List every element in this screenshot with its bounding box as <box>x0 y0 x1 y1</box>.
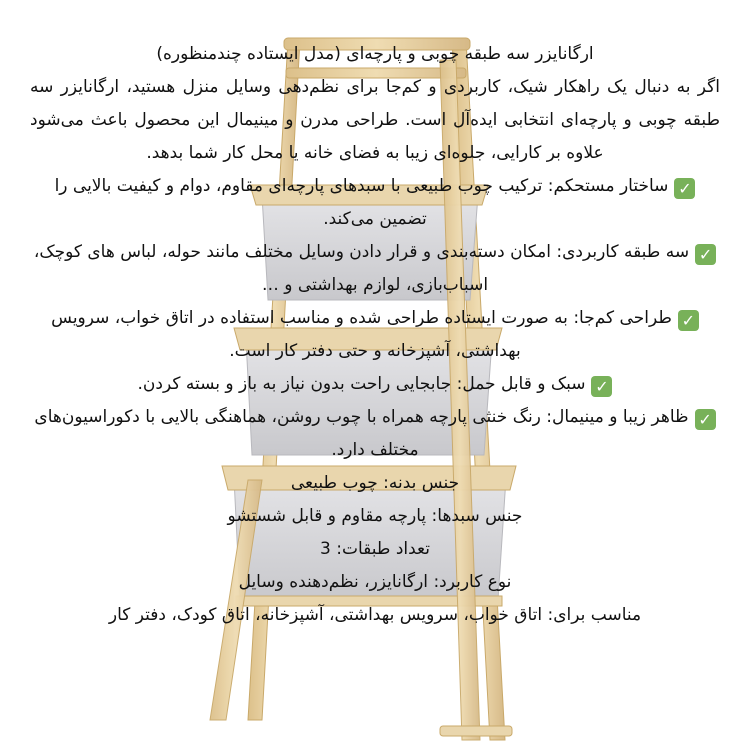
feature-item: ✓طراحی کم‌جا: به صورت ایستاده طراحی شده و مناسب استفاده در اتاق خواب، سرویس بهداشتی، آشپزخانه و حتی دفتر کار است. <box>30 302 720 368</box>
spec-suitable-for: مناسب برای: اتاق خواب، سرویس بهداشتی، آشپزخانه، اتاق کودک، دفتر کار <box>108 605 642 625</box>
check-mark-button-icon: ✓ <box>695 244 716 265</box>
check-mark-button-icon: ✓ <box>695 409 716 430</box>
spec-usage: نوع کاربرد: ارگانایزر، نظم‌دهنده وسایل <box>238 572 512 592</box>
feature-item: ✓سبک و قابل حمل: جابجایی راحت بدون نیاز به باز و بسته کردن. <box>30 368 720 401</box>
base-bar <box>440 726 512 736</box>
feature-item: ✓سه طبقه کاربردی: امکان دسته‌بندی و قرار دادن وسایل مختلف مانند حوله، لباس های کوچک، اسباب‌بازی، لوازم بهداشتی و … <box>30 236 720 302</box>
spec-bins: جنس سبدها: پارچه مقاوم و قابل شستشو <box>227 506 523 526</box>
check-mark-button-icon: ✓ <box>591 376 612 397</box>
check-mark-button-icon: ✓ <box>674 178 695 199</box>
spec-tiers: تعداد طبقات: 3 <box>320 539 430 559</box>
spec-material: جنس بدنه: چوب طبیعی <box>290 473 460 493</box>
product-intro: اگر به دنبال یک راهکار شیک، کاربردی و کم‌جا برای نظم‌دهی وسایل منزل هستید، ارگانایزر سه طبقه چوبی و پارچه‌ای انتخابی ایده‌آل است. طراحی مدرن و مینیمال این محصول باعث می‌شود علاوه بر کارایی، جلوه‌ای زیبا به فضای خانه یا محل کار شما بدهد. <box>30 77 720 163</box>
product-title: ارگانایزر سه طبقه چوبی و پارچه‌ای (مدل ایستاده چندمنظوره) <box>156 44 594 64</box>
feature-item: ✓ظاهر زیبا و مینیمال: رنگ خنثی پارچه همراه با چوب روشن، هماهنگی بالایی با دکوراسیون‌های مختلف دارد. <box>30 401 720 467</box>
feature-item: ✓ساختار مستحکم: ترکیب چوب طبیعی با سبدهای پارچه‌ای مقاوم، دوام و کیفیت بالایی را تضمین می‌کند. <box>30 170 720 236</box>
check-mark-button-icon: ✓ <box>678 310 699 331</box>
product-description <box>30 38 720 632</box>
